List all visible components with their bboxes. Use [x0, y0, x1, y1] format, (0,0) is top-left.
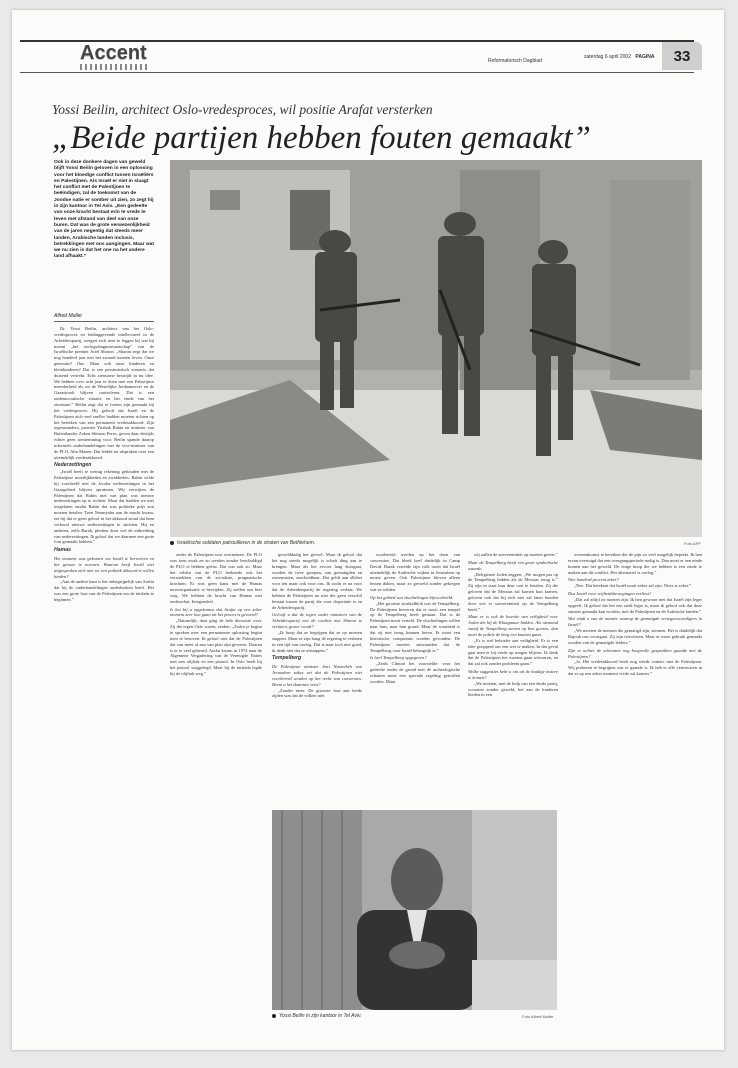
question: De Palestijnse minister Sari Nusseibeh van Jeruzalem zakes zei dat de Palestijnen niet voorbereid worden op het recht van conversies. Beent u het daarmee eens? [272, 664, 362, 687]
paragraph: „We moeten de mensen die gematigd zijn, steunen. Het is duidelijk dat Rajoub ons voortgaat. Zij zijn terroristen. Maar er moet gebruik gemaakt worden van de gematigde leiders.” [568, 628, 702, 645]
question: Dus Israël voor vrijheidsbewegingen verliest? [568, 591, 652, 597]
question: Maar er is ook de kwestie van veiligheid voor Joden die bij de Klaagmuur bidden. Als niemand vanaf de Tempelberg stenen op hen gooien, dan moet de politie de berg een kunnen gaan. [468, 614, 558, 637]
page-label: PAGINA [635, 54, 655, 60]
article-kicker: Yossi Beilin, architect Oslo-vredesproces, wil positie Arafat versterken [52, 102, 433, 117]
article-column-2 [170, 552, 262, 1046]
portrait-photo-credit: Foto Alfred Muller [522, 1014, 554, 1019]
paragraph: „Ja. Het vredesakkoord heeft nog steeds contact met de Palestijnen. Wij proberen te begrijpen wat er gaande is. Ik heb er alle vertrouwen in dat er op een zeker moment vrede zal komen.” [568, 659, 702, 677]
article-column-6 [568, 552, 702, 1046]
article-column-4 [370, 552, 460, 802]
paragraph: „Israël heeft te weinig rekening gehouden met de Palestijnse moeilijkheden en zwakheden. Rabin wilde bij voorbeeld niet de Joodse nederzettingen in het Gazagebied blijven opruimen. Wij verwijten de Palestijnen dat Rabin niet van plan was nieuwe nederzettingen op te richten. Maar dat hadden we niet toegelaten omdat Rabin dat was politieke prijs zou moeten betalen. Toen Netanyahu aan de macht kwam, zei hij dat er geen geloof in het akkoord stond dat hem verbood nieuwe nederzettingen te stichten. Hij en anderen, zelfs Barak, pleitten door wel de uitbreiding van nederzettingen. Ik geloof dat we daarmee een grote fout gemaakt hebben.” [54, 469, 154, 545]
article-intro: Ook in deze donkere dagen van geweld blijft Yossi Beilin geloven in een oplossing voor het bloedige conflict tussen Israëliërs en Palestijnen. Als Israël er niet in slaagt het conflict met de Palestijnen te beëindigen, zal de toekomst van de Joodse natie er somber uit zien, zo zegt hij in zijn kantoor in Tel Aviv. „Een gedeelte van onze kracht bestaat erin te vrede te leven met afstand van deel van onze buren. Dat was de grote verwezenlijkheid van de jaren negentig dat steeds meer landen, Arabische landen inclusis, betrekkingen met ons aangingen. Maar wat we nu zien is dat het one na het andere land afhaakt.” [54, 160, 155, 260]
paragraph: „Het grootste struikelblok was de Tempelberg. De Palestijnen beweren dat er nooit een tempel op de Tempelberg heeft gestaan. Dat is de Palestijnen nooit verteld. De vluchtelingen willen naar huis, naar hun grond. Maar de waarheid is dat zij niet terug kunnen keren. Er moet een historische compromis worden gevonden. De Palestijnen moeten aanvaarden dat de Tempelberg voor Israël belangrijk is.” [370, 600, 460, 653]
subheading: Hamas [54, 547, 72, 554]
paragraph: gewelddadig het gevoel. Maar ik geloof dat het nog steeds mogelijk is schaft ding aan te brengen. Maar als het ervoor lang doorgaat, worden de twee groepen, van gematigden en extremisten, onscheidbaar. Dat geldt aan allebei voor ten maar ook voor ons. Ik zocht er na voor dat de Arbeiderspartij de regering verlaat. We hebben de Palestijnen nu niet der geen verschil bestaat tussen de partij die voor deportatie is en de Arbeiderspartij. [272, 552, 362, 610]
date-line [584, 54, 654, 60]
caption-text: Yossi Beilin in zijn kantoor in Tel Aviv. [279, 1013, 362, 1019]
subheading: Nederzettingen [54, 462, 92, 469]
portrait-photo-caption [272, 1013, 362, 1019]
article-column-1 [54, 326, 154, 1046]
header-bottom-rule [20, 72, 694, 73]
caption-bullet-icon [272, 1014, 276, 1018]
paragraph: „Er is wel behoefte aan veiligheid. Er is een idee geopperd om een wet te maken. In dat geval gaat men er bij vrede op mogen blijven. Ik denk dat de Palestijnen het moeten gaan uitvoeren, en dat zal ook zonder probleem gaan.” [468, 637, 558, 667]
paragraph: „Dat zal altijd zo moeten zijn. Ik ben gewoon niet dat Israël zijn leger opgeeft. Ik geloof dat het een sterk leger is, maar ik geloof ook dat deze situatie gemaakt kan worden, met de Palestijnen en de Arabische landen.” [568, 596, 702, 614]
page-number: 33 [662, 42, 702, 70]
newspaper-page [12, 10, 724, 1050]
byline: Alfred Muller [54, 313, 83, 319]
main-photo-caption [170, 540, 315, 546]
paragraph: voorbereid werden op het doen van concessies. Dat bleek heel duidelijk in Camp David. Barak vertelde zijn volk nooit dat Israël uiteindelijk de Arabische wijken in Jeruzalem op moest geven. Ook Palestijnen bleven alleen lessen doken, maar zo gevoeld zonder gekregen wat ze wilden. [370, 552, 460, 593]
paragraph: „Zonder meer. De grootste fout aan beide zijden was dat de volken niet [272, 687, 362, 699]
paragraph: „Natuurlijk, daar ging de hele discussie over. Zij die tegen Oslo waren, zeiden: „Zodra je begint te spreken over een permanente oplossing begint men te beroven. Ik geloof niet dat de Palestijnen dat van meet af aan van plan zijn geweest. Daarna is er te veel gebeurd. Arafat kwam in 1974 naar de Algemene Vergadering van de Verenigde Naties met een olijftak en een pistool. In Oslo heeft hij het pistool weggelegd. Maar hij de intifada legde hij de olijftak weg.” [170, 618, 262, 676]
portrait-photo-beilin [272, 810, 557, 1010]
photo-illustration [170, 160, 702, 537]
question: Wat vindt u van de manier waarop de gematigde vertegenwoordigers in Israël? [568, 616, 702, 628]
issue-date: zaterdag 6 april 2002 [584, 54, 631, 60]
paragraph: „Religieuze Joden zeggen: „We mogen pas op de Tempelberg bidden als de Messias terug is.” Zij zijn in staat hun deur ooit te betalen. Zij die geloven dat de Messias zal komen kun komen, geloven ook dat hij zich niet zal laten houden door wie er soevereiniteit op de Tempelberg heeft.” [468, 571, 558, 612]
question: Niet honderd procent zeker? [568, 577, 620, 583]
question: Het moment was gekomen om Israël te heroveren en het gevaar te noemen. Waarom heeft Israël niet uitgesproken zich niet tot een politiek akkoord te willen binden? [54, 556, 154, 579]
paragraph: Dr. Yossi Beilin, architect van het Oslo-vredesproces en leidinggevende intellectueel in de Arbeiderspartij, weigert zich neer te leggen bij wat hij noemt „het oorlogsdiagnosmaatschap” van de Israëlische premier Ariel Sharon. „Sharon zegt dat we nog honderd jaar met het zwaard moeten leven. Onze generatie! Ons. Maar ook onze kinderen en kleinkinderen? Dat is een pessimistisch scenario dat duizend vertrekt. Echt ziensome bestrijdt in nu idee. We hebben over acht jaar te doen met een Palestijnse meerderheid als we de Westelijke Jordaanoever en de Gazastrook blijven controleren. Dat is een ondemocratische situatie en het einde van het zionisme.” Beilin zegt dat er fouten zijn gemaakt bij het vredesproces. Hij gelooft dat Israël en de Palestijnen zich veel sneller hadden moeten richten op het bereiken van een permanent vredesakkoord. Zijn tegenstanders, premier Yitzhak Rabin en minister van Buitenlandse Zaken Shimon Peres, geven daar destijds echter geen toestemming voor. Beilin spande daarop informele onderhandelingen met de vice-minister van de PLO, Abu Mazen. Dat leidde tot afspraken over een uiteindelijk vredesakkoord. [54, 326, 154, 460]
paragraph: wij zullen de soevereiniteit op moeten geven.” [474, 552, 558, 557]
paragraph: overeenkomst te bereiken die de pijn zo veel mogelijk beperkt. Ik ben ervan overtuigd dat een overgangsperiode nodig is. Dan moet er een einde komen aan het geweld. De enige hoop die we hebben is een einde te maken aan dit conflict. Het alternatief is oorlog.” [568, 552, 702, 575]
question: Op het gebied van vluchtelingen bijvoorbeeld. [370, 594, 454, 600]
section-title: Accent [80, 42, 147, 64]
paragraph: „Zeals Clinton het voorstelde: voor het gedeelte onder de grond met de archeologische schatten moet een speciale regeling getroffen worden. Maar [370, 661, 460, 684]
question: Is het bij u opgekomen dat Arafat op een zeker moment zeer kon gaan uit het proces is gevoerd? [170, 606, 262, 618]
question: Maar de Tempelberg heeft een grote symbolische waarde. [468, 559, 558, 571]
paragraph: „Aan de andere kant is het onbegrijpelijk van Arafat dat hij de onderhandelingen onderbroken heeft. Het was een grote fout van de Palestijnen om de intifada te beginnen.” [54, 579, 154, 602]
question: Zijn er achter de schermen nog hoopvolle gesprekken gaande met de Palestijnen? [568, 647, 702, 659]
caption-text: Israëlische soldaten patrouilleren in de straten van Bethlehem. [177, 540, 316, 546]
paragraph: „We moeten, met de hulp van een derde partij, voorzien zonder geweld, het aan de kinderen bieden in een [468, 680, 558, 698]
main-photo-soldiers [170, 160, 702, 537]
section-dots-ornament [80, 64, 150, 70]
subheading: Tempelberg [272, 655, 302, 662]
article-column-5 [468, 552, 558, 802]
portrait-illustration [272, 810, 557, 1010]
paragraph: „Ik hoop dat ze begrijpen dat ze op moeten stappen. Maar ze zijn bang de regering te verlaten in een tijd van oorlog. Dat is naar toch niet goed, ik denk niet dat ze uitstappen.” [272, 629, 362, 653]
caption-bullet-icon [170, 541, 174, 545]
main-photo-credit: Foto AFP [684, 541, 701, 546]
paragraph: „Nee. Dat betekent dat Israël nooit zeker zal zijn. Niets is zeker.” [574, 583, 692, 589]
question: Welke suggesties hebt u om uit de huidige misere te komen? [468, 669, 558, 680]
question: Is heel Tempelberg opgegeven? [370, 655, 427, 661]
byline-rule [54, 321, 154, 322]
question: Gelooft u dat de tegen onder ministers van de Arbeiderspartij een de coalitie met Sharon te verlaten, groter wordt? [272, 612, 362, 630]
article-column-3 [272, 552, 362, 802]
paper-name: Reformatorisch Dagblad [488, 58, 542, 64]
article-headline: „Beide partijen hebben fouten gemaakt” [52, 120, 591, 156]
paragraph: onder de Palestijnen nou overnemen. De PLO was toen zwak en zo werden zonder beschuldigd de PLO te hebben geëist. Dat was ook zo. Maar het rolden van de PLO herkende ook het verstrekken van de socialiste, pragmatische krachten. Er was geen kans met de Hamas terrororganisatie te bevrijden. Zij stellen ons hier weg. We hebben de kracht van Hamas niet onderschat. Integendeel. [170, 552, 262, 604]
